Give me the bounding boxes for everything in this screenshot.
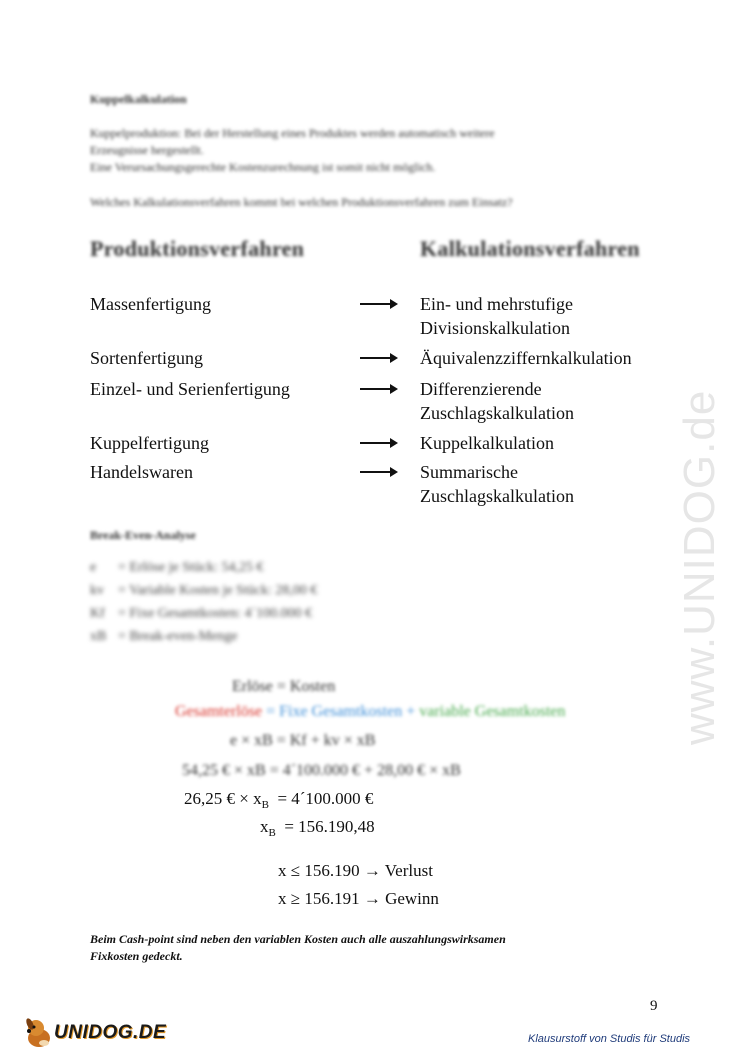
- watermark-text: www.UNIDOG.de: [675, 389, 724, 745]
- mapping-row: [90, 431, 690, 457]
- production-method: Massenfertigung: [90, 294, 211, 314]
- column-heading-production: Produktionsverfahren: [90, 236, 305, 261]
- equation-1: e × xB = Kf + kv × xB: [230, 732, 376, 749]
- production-method: Handelswaren: [90, 462, 193, 482]
- calculation-method: [420, 292, 720, 340]
- break-even-heading: Break-Even-Analyse: [90, 528, 196, 542]
- dog-icon: [22, 1016, 56, 1050]
- calculation-method-line-2: Zuschlagskalkulation: [420, 403, 574, 423]
- equation-colored: Gesamterlöse = Fixe Gesamtkosten + variable Gesamtkosten: [175, 703, 566, 720]
- calculation-method: Äquivalenzziffernkalkulation: [420, 348, 632, 368]
- kuppel-para-line-2: Erzeugnisse hergestellt.: [90, 143, 204, 157]
- calculation-method: Kuppelkalkulation: [420, 433, 554, 453]
- mapping-row: [90, 377, 690, 427]
- gain-condition: x ≥ 156.191 → Gewinn: [278, 889, 439, 908]
- calculation-method-line-1: Ein- und mehrstufige: [420, 294, 573, 314]
- kuppel-question: Welches Kalkulationsverfahren kommt bei welchen Produktionsverfahren zum Einsatz?: [90, 195, 513, 209]
- equation-2: 54,25 € × xB = 4´100.000 € + 28,00 € × xB: [182, 762, 461, 779]
- definition-item: xB = Break-even-Menge: [90, 629, 238, 644]
- calculation-method: [420, 460, 720, 508]
- cash-point-note: [90, 931, 650, 965]
- mapping-row: [90, 346, 690, 372]
- production-method: Einzel- und Serienfertigung: [90, 379, 290, 399]
- kuppel-heading: Kuppelkalkulation: [90, 92, 187, 106]
- page-number: 9: [650, 998, 658, 1014]
- definition-item: Kf = Fixe Gesamtkosten: 4´100.000 €: [90, 606, 313, 621]
- production-method: Kuppelfertigung: [90, 433, 209, 453]
- production-method: Sortenfertigung: [90, 348, 203, 368]
- definition-item: kv = Variable Kosten je Stück: 28,00 €: [90, 583, 318, 598]
- mapping-row: [90, 292, 690, 342]
- arrow-right-icon: [360, 388, 396, 390]
- definitions-list: [90, 556, 490, 648]
- logo-text: UNIDOG.DE: [54, 1022, 167, 1043]
- loss-condition: x ≤ 156.190 → Verlust: [278, 861, 433, 880]
- kuppel-paragraph: [90, 125, 650, 176]
- definition-item: e = Erlöse je Stück: 54,25 €: [90, 560, 264, 575]
- kuppel-para-line-1: Kuppelproduktion: Bei der Herstellung eines Produktes werden automatisch weitere: [90, 126, 495, 140]
- calculation-method-line-2: Zuschlagskalkulation: [420, 486, 574, 506]
- unidog-logo[interactable]: [22, 1016, 172, 1050]
- cash-point-note-line-2: Fixkosten gedeckt.: [90, 949, 183, 963]
- calculation-method: [420, 377, 720, 425]
- mapping-row: [90, 460, 690, 510]
- eq-variable-costs: variable Gesamtkosten: [419, 703, 566, 720]
- equation-title: Erlöse = Kosten: [232, 678, 336, 695]
- calculation-method-line-2: Divisionskalkulation: [420, 318, 570, 338]
- kuppel-para-line-3: Eine Verursachungsgerechte Kostenzurechnung ist somit nicht möglich.: [90, 160, 436, 174]
- eq-revenue: Gesamterlöse: [175, 703, 263, 720]
- eq-fixed-costs: Fixe Gesamtkosten: [279, 703, 403, 720]
- calculation-method-line-1: Differenzierende: [420, 379, 542, 399]
- arrow-right-icon: [360, 303, 396, 305]
- arrow-right-icon: [360, 471, 396, 473]
- footer-slogan: Klausurstoff von Studis für Studis: [528, 1033, 691, 1045]
- cash-point-note-line-1: Beim Cash-point sind neben den variablen Kosten auch alle auszahlungswirksamen: [90, 932, 506, 946]
- arrow-right-icon: [360, 357, 396, 359]
- equation-3: 26,25 € × $x_B$ = 4´100.000 €: [184, 789, 374, 811]
- column-heading-calculation: Kalkulationsverfahren: [420, 236, 640, 261]
- equation-4: $x_B = 156.190,48$: [260, 817, 375, 839]
- calculation-method-line-1: Summarische: [420, 462, 518, 482]
- arrow-right-icon: [360, 442, 396, 444]
